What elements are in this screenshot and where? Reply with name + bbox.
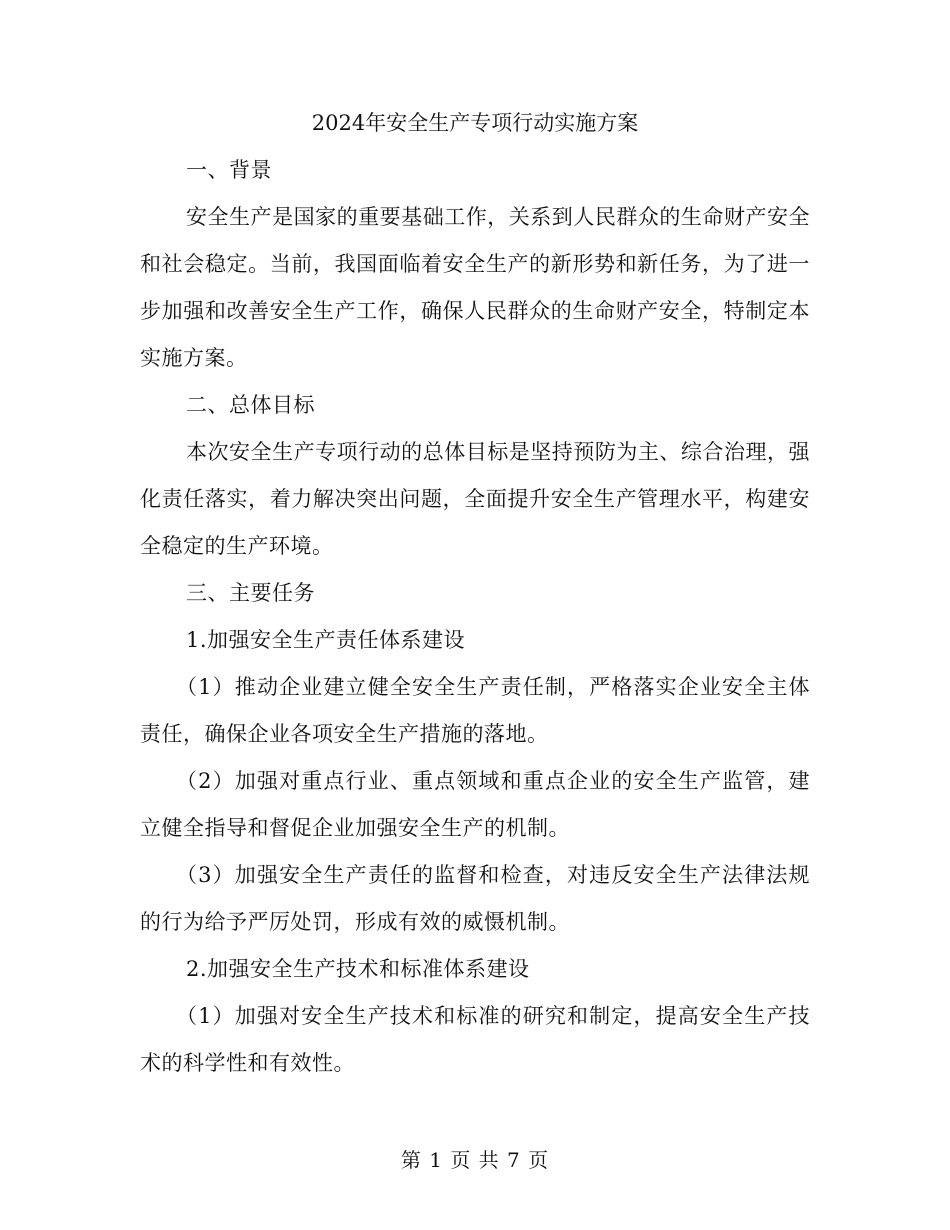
list-item-task-2-1: （1）加强对安全生产技术和标准的研究和制定，提高安全生产技术的科学性和有效性。 [140,1004,810,1075]
document-body [140,100,810,1087]
paragraph-overall-goal: 本次安全生产专项行动的总体目标是坚持预防为主、综合治理，强化责任落实，着力解决突出问题，全面提升安全生产管理水平，构建安全稳定的生产环境。 [140,440,810,558]
document-title: 2024年安全生产专项行动实施方案 [311,111,639,135]
section-heading-background: 一、背景 [186,158,272,182]
subsection-heading-technology-standards: 2.加强安全生产技术和标准体系建设 [186,957,530,981]
list-item-task-1-3: （3）加强安全生产责任的监督和检查，对违反安全生产法律法规的行为给予严厉处罚，形成有效的威慑机制。 [140,863,810,934]
page-number-footer: 第 1 页 共 7 页 [400,1148,550,1172]
subsection-heading-responsibility-system: 1.加强安全生产责任体系建设 [186,628,466,652]
paragraph-background: 安全生产是国家的重要基础工作，关系到人民群众的生命财产安全和社会稳定。当前，我国面临着安全生产的新形势和新任务，为了进一步加强和改善安全生产工作，确保人民群众的生命财产安全，特制定本实施方案。 [140,205,810,370]
section-heading-main-tasks: 三、主要任务 [186,581,315,605]
list-item-task-1-2: （2）加强对重点行业、重点领域和重点企业的安全生产监管，建立健全指导和督促企业加强安全生产的机制。 [140,769,810,840]
section-heading-overall-goal: 二、总体目标 [186,393,315,417]
list-item-task-1-1: （1）推动企业建立健全安全生产责任制，严格落实企业安全主体责任，确保企业各项安全生产措施的落地。 [140,675,810,746]
